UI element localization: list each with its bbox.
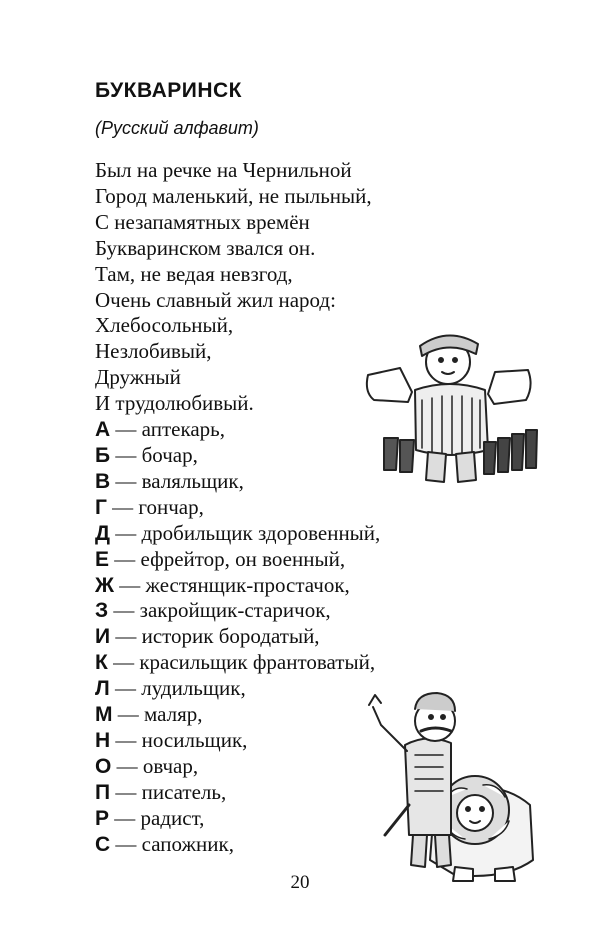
- felt-boot-maker-illustration: [360, 320, 540, 490]
- alphabet-line: [95, 832, 380, 858]
- alphabet-line: [95, 728, 380, 754]
- alphabet-letter: И: [95, 625, 111, 649]
- alphabet-line: [95, 780, 380, 806]
- alphabet-letter: Д: [95, 521, 110, 545]
- alphabet-letter: З: [95, 599, 109, 623]
- alphabet-text: — жестянщик-простачок,: [113, 572, 350, 597]
- alphabet-text: — радист,: [109, 805, 205, 830]
- alphabet-text: — бочар,: [110, 442, 198, 467]
- poem-line: Город маленький, не пыльный,: [95, 183, 372, 208]
- alphabet-line: [95, 573, 380, 599]
- alphabet-text: — носильщик,: [110, 727, 248, 752]
- alphabet-line: [95, 521, 380, 547]
- alphabet-text: — ефрейтор, он военный,: [109, 546, 346, 571]
- alphabet-text: — историк бородатый,: [110, 624, 320, 649]
- alphabet-letter: Л: [95, 677, 110, 701]
- poem-line: Был на речке на Чернильной: [95, 158, 352, 182]
- alphabet-letter: С: [95, 832, 111, 856]
- poem-line: Там, не ведая невзгод,: [95, 261, 293, 286]
- alphabet-letter: Ж: [95, 573, 114, 597]
- alphabet-text: — валяльщик,: [110, 468, 244, 493]
- poem-line: Очень славный жил народ:: [95, 287, 336, 312]
- alphabet-letter: Б: [95, 443, 111, 467]
- alphabet-line: [95, 650, 380, 676]
- alphabet-text: — гончар,: [106, 494, 204, 519]
- man-with-lion-illustration: [355, 685, 540, 885]
- poem-line: Хлебосольный,: [95, 313, 234, 338]
- alphabet-letter: П: [95, 780, 111, 804]
- alphabet-line: [95, 495, 380, 521]
- poem-subtitle: (Русский алфавит): [95, 118, 259, 138]
- alphabet-letter: Р: [95, 806, 110, 830]
- poem-line: Дружный: [95, 365, 181, 390]
- alphabet-line: [95, 547, 380, 573]
- alphabet-letter: В: [95, 469, 111, 493]
- alphabet-letter: О: [95, 754, 112, 778]
- alphabet-letter: Е: [95, 547, 110, 571]
- alphabet-line: [95, 676, 380, 702]
- alphabet-line: [95, 806, 380, 832]
- alphabet-line: [95, 702, 380, 728]
- alphabet-text: — лудильщик,: [109, 676, 246, 701]
- alphabet-letter: Г: [95, 495, 107, 519]
- alphabet-letter: Н: [95, 728, 111, 752]
- poem-line: Незлобивый,: [95, 339, 212, 364]
- poem-line: Букваринском звался он.: [95, 235, 316, 260]
- alphabet-line: [95, 598, 380, 624]
- page-number: 20: [290, 872, 310, 893]
- alphabet-letter: М: [95, 703, 113, 727]
- poem-line: И трудолюбивый.: [95, 391, 254, 416]
- alphabet-line: [95, 624, 380, 650]
- alphabet-text: — овчар,: [111, 753, 199, 778]
- alphabet-text: — красильщик франтоватый,: [107, 650, 376, 675]
- alphabet-line: [95, 417, 380, 443]
- alphabet-letter: А: [95, 418, 111, 442]
- alphabet-letter: К: [95, 651, 108, 675]
- alphabet-line: [95, 469, 380, 495]
- alphabet-text: — маляр,: [112, 702, 203, 727]
- poem-line: С незапамятных времён: [95, 209, 310, 234]
- alphabet-text: — писатель,: [110, 779, 227, 804]
- alphabet-text: — закройщик-старичок,: [108, 598, 331, 623]
- poem-body: [95, 158, 380, 857]
- alphabet-text: — аптекарь,: [110, 417, 225, 442]
- alphabet-line: [95, 443, 380, 469]
- alphabet-line: [95, 754, 380, 780]
- poem-title: БУКВАРИНСК: [95, 79, 242, 102]
- alphabet-text: — сапожник,: [110, 831, 234, 856]
- alphabet-text: — дробильщик здоровенный,: [109, 520, 381, 545]
